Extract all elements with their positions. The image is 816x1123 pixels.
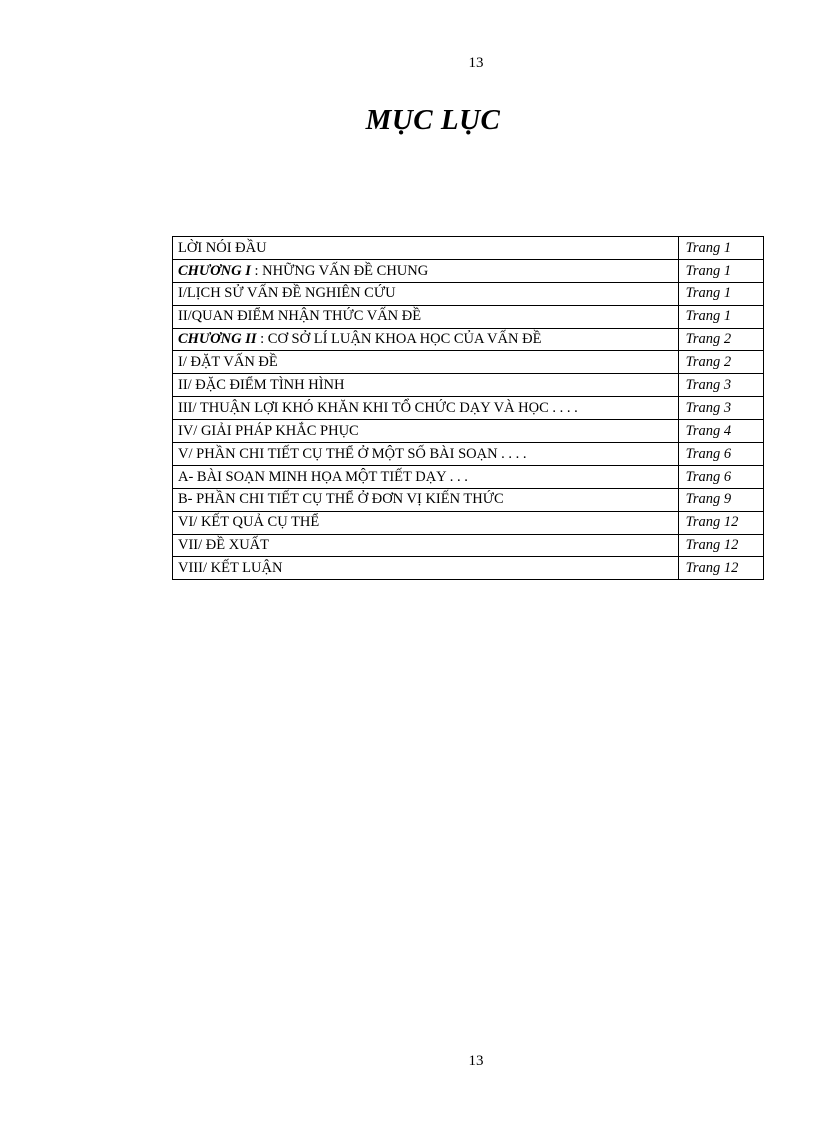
toc-row [173, 465, 764, 488]
toc-entry-text: VIII/ KẾT LUẬN [178, 560, 283, 577]
toc-row [173, 534, 764, 557]
chapter-label: CHƯƠNG I [178, 262, 251, 279]
page-number-bottom: 13 [468, 1053, 484, 1069]
toc-row [173, 443, 764, 466]
toc-entry [173, 374, 679, 397]
toc-entry-text: : CƠ SỞ LÍ LUẬN KHOA HỌC CỦA VẤN ĐỀ [256, 331, 542, 348]
toc-entry-text: : NHỮNG VẤN ĐỀ CHUNG [250, 262, 429, 279]
toc-row [173, 397, 764, 420]
toc-row [173, 420, 764, 443]
toc-row [173, 488, 764, 511]
toc-page-ref: Trang 1 [678, 305, 763, 328]
toc-entry [173, 305, 679, 328]
toc-page-ref: Trang 1 [678, 259, 763, 282]
toc-row [173, 351, 764, 374]
toc-entry-text: VI/ KẾT QUẢ CỤ THỂ [178, 514, 320, 531]
toc-page-ref: Trang 12 [678, 557, 763, 580]
toc-row [173, 237, 764, 260]
toc-entry-text: VII/ ĐỀ XUẤT [178, 537, 270, 554]
page-number-top: 13 [468, 55, 484, 71]
toc-entry-text: V/ PHẦN CHI TIẾT CỤ THỂ Ở MỘT SỐ BÀI SOẠN . . . . [178, 445, 527, 462]
chapter-label: CHƯƠNG II [178, 331, 257, 348]
toc-entry [173, 420, 679, 443]
toc-entry-text: I/LỊCH SỬ VẤN ĐỀ NGHIÊN CỨU [178, 285, 396, 302]
toc-entry [173, 351, 679, 374]
toc-page-ref: Trang 12 [678, 511, 763, 534]
toc-entry [173, 282, 679, 305]
toc-entry [173, 443, 679, 466]
toc-entry [173, 488, 679, 511]
toc-row [173, 557, 764, 580]
table-of-contents [172, 236, 764, 580]
toc-row [173, 328, 764, 351]
toc-row [173, 282, 764, 305]
toc-entry [173, 259, 679, 282]
toc-entry-text: III/ THUẬN LỢI KHÓ KHĂN KHI TỔ CHỨC DẠY VÀ HỌC . . . . [178, 399, 578, 416]
toc-page-ref: Trang 6 [678, 465, 763, 488]
toc-page-ref: Trang 3 [678, 374, 763, 397]
toc-entry [173, 397, 679, 420]
toc-entry [173, 511, 679, 534]
toc-entry [173, 557, 679, 580]
toc-page-ref: Trang 1 [678, 237, 763, 260]
toc-row [173, 511, 764, 534]
toc-entry-text: I/ ĐẶT VẤN ĐỀ [178, 354, 278, 371]
toc-page-ref: Trang 12 [678, 534, 763, 557]
toc-page-ref: Trang 6 [678, 443, 763, 466]
toc-entry-text: B- PHẦN CHI TIẾT CỤ THỂ Ở ĐƠN VỊ KIẾN THỨC [178, 491, 504, 508]
toc-entry-text: IV/ GIẢI PHÁP KHẮC PHỤC [178, 422, 359, 439]
toc-page-ref: Trang 3 [678, 397, 763, 420]
toc-row [173, 259, 764, 282]
toc-page-ref: Trang 2 [678, 351, 763, 374]
toc-row [173, 374, 764, 397]
toc-entry-text: LỜI NÓI ĐẦU [178, 239, 267, 256]
toc-page-ref: Trang 2 [678, 328, 763, 351]
toc-row [173, 305, 764, 328]
toc-entry [173, 328, 679, 351]
toc-body [173, 237, 764, 580]
toc-page-ref: Trang 9 [678, 488, 763, 511]
page-title: MỤC LỤC [365, 104, 501, 136]
toc-page-ref: Trang 1 [678, 282, 763, 305]
toc-entry-text: A- BÀI SOẠN MINH HỌA MỘT TIẾT DẠY . . . [178, 468, 468, 485]
toc-page-ref: Trang 4 [678, 420, 763, 443]
toc-entry-text: II/ ĐẶC ĐIỂM TÌNH HÌNH [178, 377, 345, 394]
toc-entry [173, 237, 679, 260]
toc-entry [173, 534, 679, 557]
toc-entry-text: II/QUAN ĐIỂM NHẬN THỨC VẤN ĐỀ [178, 308, 422, 325]
toc-entry [173, 465, 679, 488]
